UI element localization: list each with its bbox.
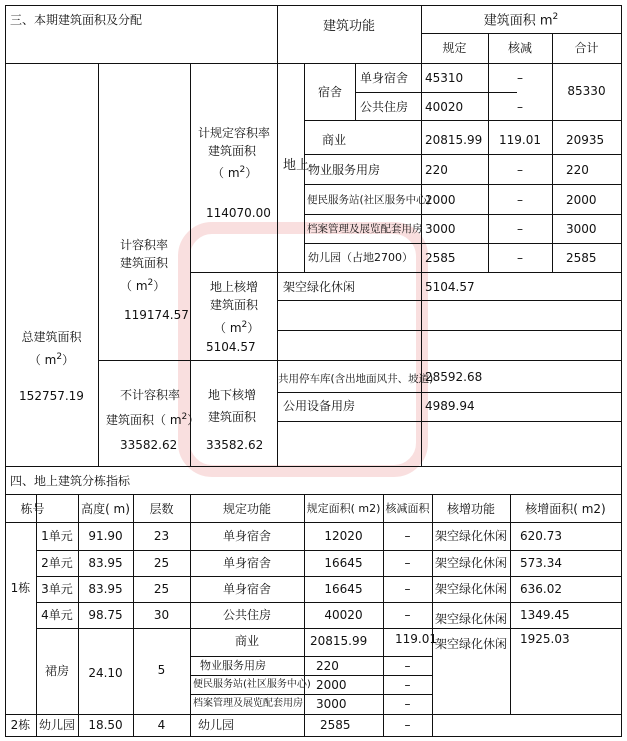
nonfar-value: 33582.62 (120, 438, 178, 452)
far-unit: （ $m^2$） (120, 278, 166, 293)
row-public-housing-check: – (517, 100, 523, 114)
row-kindergarten-spec: 2585 (425, 251, 456, 265)
hdr-check: 核减面积 (385, 502, 430, 515)
row-commercial: 商业 (322, 133, 347, 147)
under-add-label: 地下核增 (208, 388, 257, 402)
dorm-total: 85330 (567, 84, 606, 98)
spec-far-label: 计规定容积率 (198, 126, 271, 140)
spec-far-label-2: 建筑面积 (208, 144, 257, 158)
row-commercial-total: 20935 (566, 133, 605, 147)
row-community-center: 便民服务站(社区服务中心) (307, 194, 431, 206)
spec-far-value: 114070.00 (206, 206, 271, 220)
hdr-add-func: 核增功能 (446, 502, 495, 516)
row-commercial-check: 119.01 (499, 133, 541, 147)
row-property-service-check: – (517, 163, 523, 177)
head-function: 建筑功能 (322, 19, 375, 34)
above-ground-label: 地上 (283, 158, 310, 173)
row-single-dorm-check: – (517, 71, 523, 85)
hdr-area: 规定面积( m2) (306, 502, 381, 515)
garage-value: 28592.68 (425, 370, 483, 384)
above-add-label: 地上核增 (210, 280, 259, 294)
total-area-label: 总建筑面积 (21, 330, 82, 344)
above-add-value: 5104.57 (206, 340, 256, 354)
dorm-label: 宿舍 (318, 85, 343, 99)
total-area-value: 152757.19 (19, 389, 84, 403)
col-total: 合计 (574, 41, 599, 55)
row-single-dorm-spec: 45310 (425, 71, 464, 85)
row-archive-check: – (517, 222, 523, 236)
row-commercial-spec: 20815.99 (425, 133, 483, 147)
nonfar-label-2: 建筑面积（ $m^2$） (106, 412, 200, 427)
hdr-building: 栋号 (20, 502, 45, 516)
public-equip-label: 公用设备用房 (283, 399, 356, 413)
total-area-unit: （ $m^2$） (28, 352, 75, 367)
col-spec: 规定 (442, 41, 467, 55)
above-add-label-2: 建筑面积 (210, 298, 259, 312)
hdr-height: 高度( m) (81, 502, 130, 516)
row-community-center-check: – (517, 193, 523, 207)
garage-label: 共用停车库(含出地面风井、坡道) (278, 373, 434, 385)
far-label-2: 建筑面积 (120, 256, 169, 270)
col-check: 核减 (507, 41, 532, 55)
row-public-housing-spec: 40020 (425, 100, 464, 114)
above-add-unit: （ $m^2$） (214, 320, 260, 335)
far-label: 计容积率 (120, 238, 169, 252)
spec-far-unit: （ $m^2$） (212, 165, 258, 180)
row-archive-total: 3000 (566, 222, 597, 236)
overhead-green-label: 架空绿化休闲 (283, 280, 356, 294)
public-equip-value: 4989.94 (425, 399, 475, 413)
under-add-value: 33582.62 (206, 438, 264, 452)
row-single-dorm: 单身宿舍 (360, 71, 409, 85)
under-add-label-2: 建筑面积 (208, 410, 257, 424)
row-kindergarten-total: 2585 (566, 251, 597, 265)
row-archive-spec: 3000 (425, 222, 456, 236)
overhead-green-value: 5104.57 (425, 280, 475, 294)
row-property-service-total: 220 (566, 163, 589, 177)
row-kindergarten: 幼儿园（占地2700） (308, 251, 413, 264)
section3-title: 三、本期建筑面积及分配 (10, 13, 143, 27)
row-community-center-spec: 2000 (425, 193, 456, 207)
hdr-floors: 层数 (149, 502, 174, 516)
row-community-center-total: 2000 (566, 193, 597, 207)
row-property-service-spec: 220 (425, 163, 448, 177)
hdr-add-area: 核增面积( m2) (525, 502, 606, 516)
row-archive: 档案管理及展览配套用房 (307, 223, 423, 235)
row-kindergarten-check: – (517, 251, 523, 265)
nonfar-label: 不计容积率 (120, 388, 181, 402)
section4-title: 四、地上建筑分栋指标 (10, 474, 131, 488)
far-value: 119174.57 (124, 308, 189, 322)
row-property-service: 物业服务用房 (308, 163, 381, 177)
row-public-housing: 公共住房 (360, 100, 409, 114)
hdr-function: 规定功能 (222, 502, 271, 516)
building-1: 1栋 (10, 581, 31, 595)
head-area: 建筑面积 $m^2$ (483, 12, 559, 29)
